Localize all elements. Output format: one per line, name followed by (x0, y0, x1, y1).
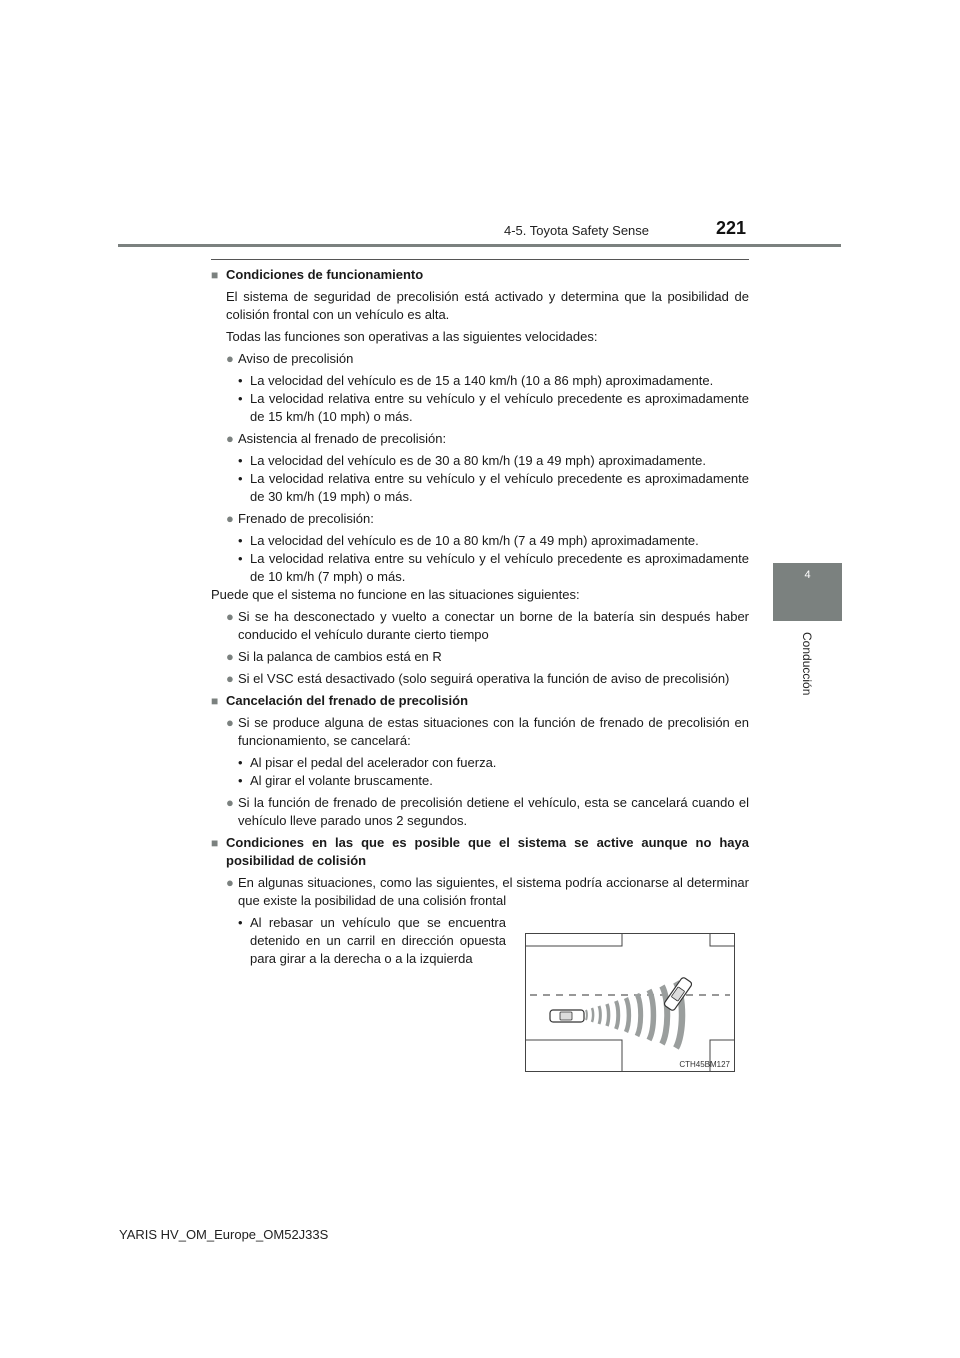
section-heading (211, 692, 749, 710)
sub-list (238, 372, 749, 426)
sub-item-text: Al girar el volante bruscamente. (250, 773, 433, 788)
figure-code: CTH45BM127 (679, 1060, 730, 1069)
circle-bullet-icon: ● (226, 351, 234, 366)
circle-bullet-icon: ● (226, 875, 234, 890)
circle-bullet-icon: ● (226, 431, 234, 446)
bullet-item (226, 874, 749, 910)
circle-bullet-icon: ● (226, 715, 234, 730)
road-edge (526, 934, 622, 946)
content-rule (211, 259, 749, 260)
sub-list (238, 452, 749, 506)
square-bullet-icon: ■ (211, 694, 219, 708)
bullet-text: Si la función de frenado de precolisión detiene el vehículo, esta se cancelará cuando el vehículo lleve parado unos 2 segundos. (238, 795, 749, 828)
sub-item-text: La velocidad relativa entre su vehículo y el vehículo precedente es aproximadamente de 10 km/h (7 mph) o más. (250, 551, 749, 584)
sub-item-text: La velocidad del vehículo es de 15 a 140 km/h (10 a 86 mph) aproximadamente. (250, 373, 714, 388)
bullet-item (226, 510, 749, 528)
sub-item-text: La velocidad del vehículo es de 10 a 80 km/h (7 a 49 mph) aproximadamente. (250, 533, 699, 548)
document-id: YARIS HV_OM_Europe_OM52J33S (119, 1227, 329, 1242)
sub-item (238, 550, 749, 586)
bullet-text: Si se produce alguna de estas situaciones con la función de frenado de precolisión en funcionamiento, se cancelará: (238, 715, 749, 748)
bullet-item (226, 794, 749, 830)
sub-item-text: La velocidad relativa entre su vehículo y el vehículo precedente es aproximadamente de 30 km/h (19 mph) o más. (250, 471, 749, 504)
intersection-diagram (526, 934, 734, 1071)
section-title: Cancelación del frenado de precolisión (226, 693, 469, 708)
bullet-item (226, 608, 749, 644)
road-edge (526, 1040, 622, 1071)
circle-bullet-icon: ● (226, 671, 234, 686)
sub-item (238, 372, 749, 390)
dot-icon: • (238, 551, 243, 566)
dot-icon: • (238, 391, 243, 406)
circle-bullet-icon: ● (226, 511, 234, 526)
section-heading (211, 834, 749, 870)
page-content (211, 266, 749, 968)
chapter-number: 4 (804, 569, 811, 581)
paragraph: El sistema de seguridad de precolisión está activado y determina que la posibilidad de colisión frontal con un vehículo es alta. (226, 289, 749, 322)
dot-icon: • (238, 471, 243, 486)
header-section-title: 4-5. Toyota Safety Sense (504, 223, 650, 238)
circle-bullet-icon: ● (226, 649, 234, 664)
bullet-item (226, 648, 749, 666)
road-edge (710, 934, 734, 946)
circle-bullet-icon: ● (226, 609, 234, 624)
circle-bullet-icon: ● (226, 795, 234, 810)
sub-item (238, 532, 749, 550)
dot-icon: • (238, 453, 243, 468)
own-car-icon (550, 1010, 584, 1022)
sub-item (238, 452, 749, 470)
dot-icon: • (238, 533, 243, 548)
sub-item-text: La velocidad del vehículo es de 30 a 80 km/h (19 a 49 mph) aproximadamente. (250, 453, 706, 468)
bullet-item (226, 350, 749, 368)
dot-icon: • (238, 773, 243, 788)
square-bullet-icon: ■ (211, 268, 219, 282)
sub-item (238, 914, 506, 968)
illustration-overtaking (525, 933, 735, 1072)
dot-icon: • (238, 373, 243, 388)
chapter-label: Conducción (800, 632, 814, 696)
sub-list (238, 754, 749, 790)
bullet-text: Asistencia al frenado de precolisión: (238, 431, 447, 446)
chapter-tab (773, 563, 842, 621)
sub-item-text: Al pisar el pedal del acelerador con fuerza. (250, 755, 497, 770)
sub-item (238, 772, 749, 790)
page-number: 221 (716, 218, 747, 238)
bullet-text: Si se ha desconectado y vuelto a conectar un borne de la batería sin después haber conducido el vehículo durante cierto tiempo (238, 609, 749, 642)
sub-item-text: Al rebasar un vehículo que se encuentra detenido en un carril en dirección opuesta para girar a la derecha o a la izquierda (250, 915, 506, 966)
section-title: Condiciones en las que es posible que el sistema se active aunque no haya posibilidad de colisión (226, 835, 749, 868)
bullet-item (226, 714, 749, 750)
bullet-text: Si el VSC está desactivado (solo seguirá operativa la función de aviso de precolisión) (238, 671, 730, 686)
sub-item-text: La velocidad relativa entre su vehículo y el vehículo precedente es aproximadamente de 15 km/h (10 mph) o más. (250, 391, 749, 424)
bullet-text: Si la palanca de cambios está en R (238, 649, 442, 664)
paragraph: Todas las funciones son operativas a las siguientes velocidades: (226, 329, 598, 344)
header-rule (118, 244, 841, 247)
radar-waves (586, 982, 682, 1048)
sub-item (238, 470, 749, 506)
square-bullet-icon: ■ (211, 836, 219, 850)
section-heading (211, 266, 749, 284)
bullet-item (226, 430, 749, 448)
dot-icon: • (238, 755, 243, 770)
bullet-text: Aviso de precolisión (238, 351, 354, 366)
sub-item (238, 754, 749, 772)
bullet-item (226, 670, 749, 688)
sub-list (238, 532, 749, 586)
dot-icon: • (238, 915, 243, 930)
sub-item (238, 390, 749, 426)
section-title: Condiciones de funcionamiento (226, 267, 424, 282)
paragraph: Puede que el sistema no funcione en las situaciones siguientes: (211, 587, 580, 602)
bullet-text: En algunas situaciones, como las siguientes, el sistema podría accionarse al determinar que existe la posibilidad de una colisión frontal (238, 875, 749, 908)
bullet-text: Frenado de precolisión: (238, 511, 374, 526)
